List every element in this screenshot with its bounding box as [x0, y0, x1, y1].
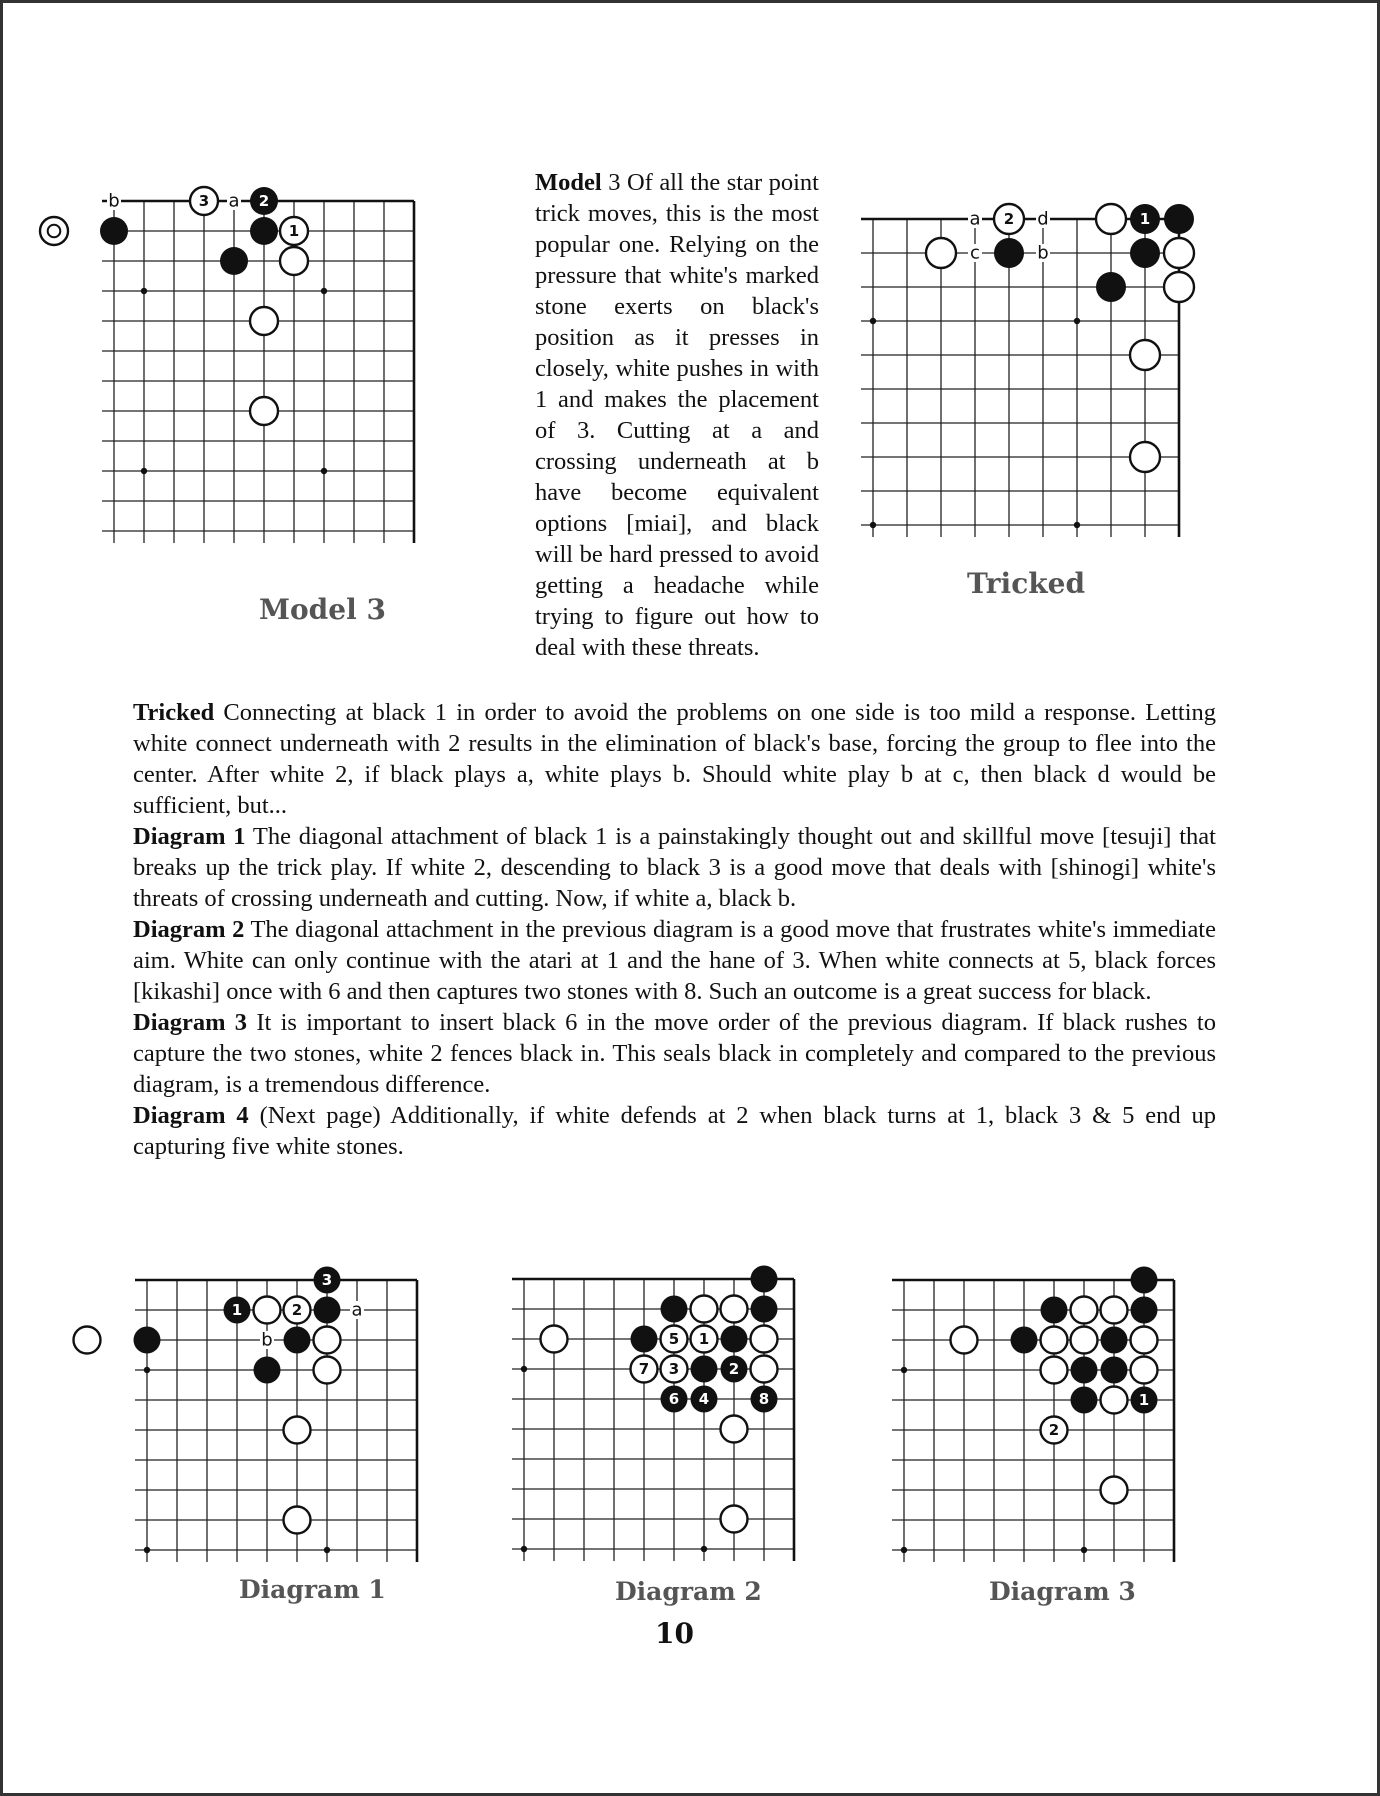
move-number: 2: [728, 1360, 740, 1378]
go-board-diagram-1: [127, 1237, 467, 1577]
page-number: 10: [655, 1617, 694, 1650]
white-stone: [751, 1326, 778, 1353]
white-stone: [74, 1327, 101, 1354]
board-letter-b: b: [261, 1329, 273, 1351]
white-stone: [280, 247, 308, 275]
white-stone: [951, 1327, 978, 1354]
black-stone: [1101, 1327, 1128, 1354]
move-number: 3: [198, 192, 210, 210]
move-number: 1: [698, 1330, 710, 1348]
star-point: [901, 1547, 907, 1553]
move-number: 2: [1003, 210, 1015, 228]
white-stone: [1131, 1357, 1158, 1384]
white-stone: [254, 1297, 281, 1324]
white-stone: [1101, 1297, 1128, 1324]
move-number: 1: [288, 222, 300, 240]
board-letter-d: d: [1037, 208, 1049, 230]
star-point: [701, 1546, 707, 1552]
black-stone: [1164, 204, 1194, 234]
grid-lines: [512, 1279, 794, 1561]
caption-diagram-2: Diagram 2: [615, 1577, 762, 1606]
white-stone: [1101, 1477, 1128, 1504]
paragraph-text: It is important to insert black 6 in the move order of the previous diagram. If black rushes to capture the two stones, white 2 fences black in. This seals black in completely and compared to the previous diagram, is a tremendous difference.: [133, 1009, 1216, 1098]
grid-lines: [102, 201, 414, 543]
white-stone: [751, 1356, 778, 1383]
paragraph-tricked: [133, 697, 1216, 821]
star-point: [141, 468, 147, 474]
black-stone: [314, 1297, 341, 1324]
white-stone: [314, 1357, 341, 1384]
star-point: [324, 1547, 330, 1553]
paragraph-title: Diagram 3: [133, 1009, 248, 1036]
go-board-diagram-3: [887, 1237, 1227, 1577]
board-letter-a: a: [351, 1299, 363, 1321]
black-stone: [1131, 1297, 1158, 1324]
black-stone: [250, 217, 278, 245]
main-commentary: [133, 697, 1216, 1162]
star-point: [1081, 1547, 1087, 1553]
white-stone: [1101, 1387, 1128, 1414]
black-stone: [1011, 1327, 1038, 1354]
star-point: [1074, 318, 1080, 324]
grid-lines: [861, 219, 1179, 537]
board-letter-b: b: [1037, 242, 1049, 264]
white-stone: [721, 1296, 748, 1323]
black-stone: [751, 1296, 778, 1323]
paragraph-diagram-2: [133, 914, 1216, 1007]
paragraph-title: Diagram 4: [133, 1102, 249, 1129]
star-point: [321, 288, 327, 294]
go-board-diagram-2: [509, 1237, 849, 1577]
black-stone: [1130, 238, 1160, 268]
white-stone: [284, 1417, 311, 1444]
black-stone: [661, 1296, 688, 1323]
star-point: [144, 1367, 150, 1373]
paragraph-diagram-1: [133, 821, 1216, 914]
board-letter-b: b: [108, 190, 120, 212]
white-stone: [40, 217, 68, 245]
star-point: [141, 288, 147, 294]
white-stone: [691, 1296, 718, 1323]
black-stone: [751, 1266, 778, 1293]
move-number: 1: [1139, 210, 1151, 228]
model3-title: Model: [535, 169, 602, 196]
white-stone: [284, 1507, 311, 1534]
star-point: [321, 468, 327, 474]
caption-diagram-1: Diagram 1: [239, 1575, 386, 1604]
paragraph-text: Connecting at black 1 in order to avoid the problems on one side is too mild a response. Letting white connect underneath with 2 results in the elimination of black's base, forcing the group to flee into the center. After white 2, if black plays a, white plays b. Should white play b at c, then black d would be sufficient, but...: [133, 699, 1216, 819]
move-number: 8: [758, 1390, 770, 1408]
paragraph-text: The diagonal attachment in the previous diagram is a good move that frustrates white's immediate aim. White can only continue with the atari at 1 and the hane of 3. When white connects at 5, black forces [kikashi] once with 6 and then captures two stones with 8. Such an outcome is a great success for black.: [133, 916, 1216, 1005]
black-stone: [721, 1326, 748, 1353]
black-stone: [631, 1326, 658, 1353]
model3-body: 3 Of all the star point trick moves, this is the most popular one. Relying on the pressure that white's marked stone exerts on black's position as it presses in closely, white pushes in with 1 and makes the placement of 3. Cutting at a and crossing underneath at b have become equivalent options [miai], and black will be hard pressed to avoid getting a headache while trying to figure out how to deal with these threats.: [535, 169, 819, 661]
white-stone: [250, 307, 278, 335]
black-stone: [1071, 1357, 1098, 1384]
white-stone: [541, 1326, 568, 1353]
move-number: 5: [668, 1330, 680, 1348]
star-point: [870, 318, 876, 324]
paragraph-title: Diagram 1: [133, 823, 246, 850]
move-number: 4: [698, 1390, 710, 1408]
black-stone: [1096, 272, 1126, 302]
paragraph-title: Diagram 2: [133, 916, 245, 943]
black-stone: [100, 217, 128, 245]
white-stone: [1130, 442, 1160, 472]
move-number: 7: [638, 1360, 650, 1378]
white-stone: [1041, 1327, 1068, 1354]
white-stone: [1131, 1327, 1158, 1354]
black-stone: [284, 1327, 311, 1354]
move-number: 1: [1138, 1391, 1150, 1409]
model3-commentary: [535, 167, 819, 663]
go-board-model3: [108, 167, 499, 567]
move-number: 3: [668, 1360, 680, 1378]
caption-diagram-3: Diagram 3: [989, 1577, 1136, 1606]
star-point: [521, 1546, 527, 1552]
white-stone: [1164, 238, 1194, 268]
grid-lines: [892, 1280, 1174, 1562]
white-stone: [1071, 1327, 1098, 1354]
go-board-tricked: [841, 179, 1211, 557]
white-stone: [1130, 340, 1160, 370]
paragraph-diagram-3: [133, 1007, 1216, 1100]
star-point: [1074, 522, 1080, 528]
move-number: 2: [1048, 1421, 1060, 1439]
black-stone: [1071, 1387, 1098, 1414]
caption-tricked: Tricked: [967, 567, 1086, 600]
white-stone: [250, 397, 278, 425]
board-letter-c: c: [970, 242, 980, 264]
white-stone: [1071, 1297, 1098, 1324]
black-stone: [691, 1356, 718, 1383]
move-number: 1: [231, 1301, 243, 1319]
white-stone: [314, 1327, 341, 1354]
black-stone: [1101, 1357, 1128, 1384]
star-point: [901, 1367, 907, 1373]
white-stone: [1041, 1357, 1068, 1384]
grid-lines: [135, 1280, 417, 1562]
move-number: 2: [291, 1301, 303, 1319]
move-number: 6: [668, 1390, 680, 1408]
move-number: 3: [321, 1271, 333, 1289]
white-stone: [1164, 272, 1194, 302]
white-stone: [1096, 204, 1126, 234]
caption-model3: Model 3: [259, 593, 386, 626]
white-stone: [721, 1416, 748, 1443]
black-stone: [220, 247, 248, 275]
black-stone: [994, 238, 1024, 268]
black-stone: [1131, 1267, 1158, 1294]
paragraph-text: The diagonal attachment of black 1 is a painstakingly thought out and skillful move [tesuji] that breaks up the trick play. If white 2, descending to black 3 is a good move that deals with [shinogi] white's threats of crossing underneath and cutting. Now, if white a, black b.: [133, 823, 1216, 912]
paragraph-title: Tricked: [133, 699, 215, 726]
star-point: [144, 1547, 150, 1553]
black-stone: [134, 1327, 161, 1354]
white-stone: [721, 1506, 748, 1533]
board-letter-a: a: [228, 190, 240, 212]
star-point: [521, 1366, 527, 1372]
white-stone: [926, 238, 956, 268]
black-stone: [1041, 1297, 1068, 1324]
board-letter-a: a: [969, 208, 981, 230]
paragraph-text: (Next page) Additionally, if white defends at 2 when black turns at 1, black 3 & 5 end up capturing five white stones.: [133, 1102, 1216, 1160]
paragraph-diagram-4: [133, 1100, 1216, 1162]
black-stone: [254, 1357, 281, 1384]
move-number: 2: [258, 192, 270, 210]
star-point: [870, 522, 876, 528]
